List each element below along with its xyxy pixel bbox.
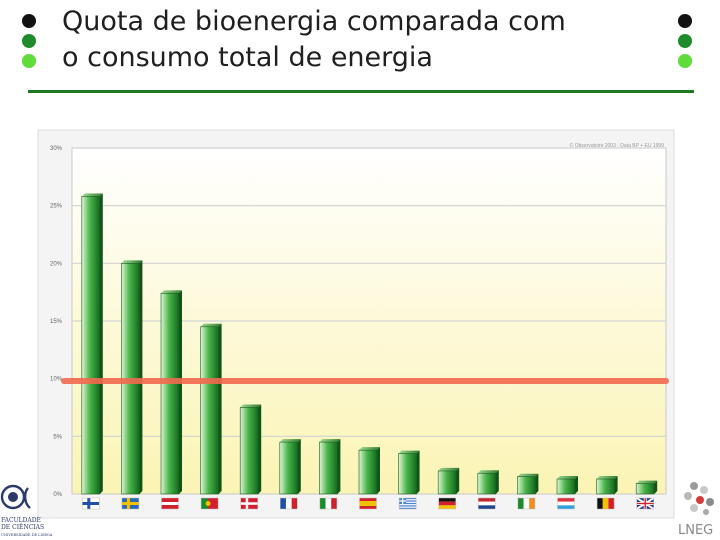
bar-top	[280, 439, 301, 442]
bar-top	[82, 193, 103, 196]
y-tick-label: 25%	[49, 203, 62, 210]
bar-uk	[636, 481, 657, 494]
bar-top	[161, 290, 182, 293]
bar-at	[161, 290, 182, 494]
lneg-dot-icon	[696, 496, 704, 504]
y-tick-label: 15%	[49, 319, 62, 325]
bar-dk	[240, 405, 261, 495]
flag-greece-icon	[399, 498, 416, 509]
flag-belgium-icon	[597, 498, 614, 509]
bar-side	[298, 439, 301, 494]
bar-top	[319, 439, 340, 442]
bar-fr	[280, 439, 301, 494]
bar-side	[179, 290, 182, 494]
bar-face	[280, 442, 298, 494]
bar-it	[319, 439, 340, 494]
bar-top	[359, 447, 380, 450]
bar-face	[597, 479, 615, 494]
faculdade-ciencias-logo	[0, 484, 56, 540]
bar-face	[557, 479, 575, 494]
bar-side	[100, 193, 103, 494]
flag-uk-icon	[637, 498, 654, 509]
bar-face	[240, 408, 258, 495]
y-tick-label: 30%	[49, 146, 62, 152]
logo-center-icon	[8, 492, 18, 502]
bar-top	[121, 260, 142, 263]
bar-top	[478, 470, 499, 473]
flag-france-icon	[280, 498, 297, 509]
bar-lu	[557, 476, 578, 494]
bar-ie	[517, 474, 538, 494]
bar-es	[359, 447, 380, 494]
bar-side	[535, 474, 538, 494]
bar-face	[636, 484, 654, 494]
flag-denmark-icon	[241, 498, 258, 509]
flag-germany-icon	[439, 498, 456, 509]
bar-face	[438, 471, 456, 494]
source-note: © Observatoire 2003 · Data BP + EU 1999	[569, 143, 664, 149]
y-tick-label: 0%	[53, 492, 62, 498]
lneg-dot-icon	[703, 509, 709, 515]
bar-side	[496, 470, 499, 494]
flag-luxembourg-icon	[558, 498, 575, 509]
flag-ireland-icon	[518, 498, 535, 509]
bar-gr	[399, 451, 420, 494]
flag-spain-icon	[360, 498, 377, 509]
bar-side	[456, 468, 459, 494]
bar-top	[557, 476, 578, 479]
y-tick-label: 10%	[49, 376, 62, 383]
bar-pt	[201, 324, 222, 494]
slide-title-line-2: o consumo total de energia	[62, 42, 433, 73]
lneg-dot-icon	[690, 504, 698, 512]
lneg-dot-icon	[700, 486, 708, 494]
bar-side	[219, 324, 222, 494]
logo-text-1: FACULDADE	[1, 517, 41, 524]
bar-top	[597, 476, 618, 479]
bar-face	[161, 293, 179, 494]
flag-italy-icon	[320, 498, 337, 509]
bar-face	[201, 327, 219, 494]
lneg-dot-icon	[684, 492, 692, 500]
bar-face	[399, 454, 417, 494]
bar-side	[377, 447, 380, 494]
bar-face	[478, 473, 496, 494]
bar-top	[399, 451, 420, 454]
flag-sweden-icon	[122, 498, 139, 509]
bar-side	[417, 451, 420, 494]
logo-f-stroke-icon	[25, 488, 30, 508]
logo-text-3: UNIVERSIDADE DE LISBOA	[1, 533, 53, 537]
bar-side	[337, 439, 340, 494]
bar-side	[139, 260, 142, 494]
bar-nl	[478, 470, 499, 494]
bar-face	[359, 450, 377, 494]
bar-top	[201, 324, 222, 327]
lneg-dot-icon	[690, 482, 698, 490]
lneg-dot-icon	[706, 498, 714, 506]
bar-face	[517, 477, 535, 494]
lneg-wordmark: LNEG	[678, 523, 714, 538]
bar-top	[438, 468, 459, 471]
bar-side	[575, 476, 578, 494]
flag-finland-icon	[82, 498, 99, 509]
lneg-logo	[670, 478, 720, 540]
y-tick-label: 5%	[53, 434, 62, 441]
y-tick-label: 20%	[49, 261, 62, 268]
bar-fi	[82, 193, 103, 494]
bar-face	[319, 442, 337, 494]
bar-be	[597, 476, 618, 494]
x-axis-flags	[82, 498, 653, 509]
bar-top	[517, 474, 538, 477]
bar-side	[615, 476, 618, 494]
bar-de	[438, 468, 459, 494]
bar-top	[636, 481, 657, 484]
flag-austria-icon	[162, 498, 179, 509]
bar-side	[258, 405, 261, 495]
bar-face	[82, 196, 100, 494]
slide-title-line-1: Quota de bioenergia comparada com	[62, 6, 566, 37]
logo-text-2: DE CIÊNCIAS	[1, 524, 45, 531]
bar-se	[121, 260, 142, 494]
flag-netherlands-icon	[478, 498, 495, 509]
bar-top	[240, 405, 261, 408]
flag-portugal-icon	[201, 498, 218, 509]
